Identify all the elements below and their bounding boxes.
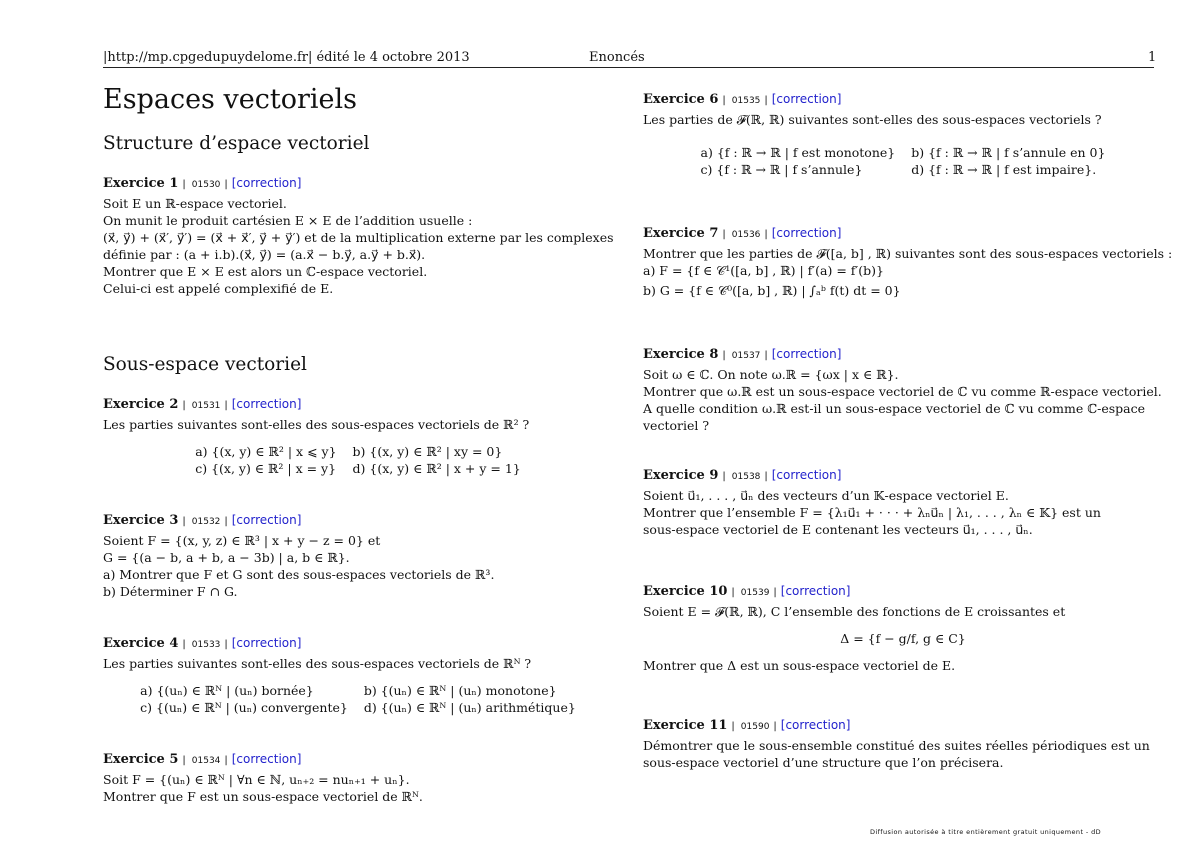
exercise-text: A quelle condition ω.ℝ est-il un sous-espace vectoriel de ℂ vu comme ℂ-espace <box>643 401 1146 416</box>
exercise-options <box>643 144 1163 178</box>
exercise-text: Montrer que ω.ℝ est un sous-espace vectoriel de ℂ vu comme ℝ-espace vectoriel. <box>643 384 1162 399</box>
exercise-code: 01532 <box>191 517 221 527</box>
option-d: d) {(uₙ) ∈ ℝᴺ | (uₙ) arithmétique} <box>363 700 576 715</box>
exercise-text: Montrer que E × E est alors un ℂ-espace vectoriel. <box>103 264 428 279</box>
exercise-text: Celui-ci est appelé complexifié de E. <box>103 281 334 296</box>
exercise-text: Démontrer que le sous-ensemble constitué des suites réelles périodiques est un <box>643 738 1150 753</box>
exercise-text: Les parties de 𝓕(ℝ, ℝ) suivantes sont-elles des sous-espaces vectoriels ? <box>643 112 1102 127</box>
exercise-label: Exercice 2 <box>103 397 179 412</box>
correction-link[interactable]: [correction] <box>231 397 302 411</box>
exercise-text: sous-espace vectoriel d’une structure que l’on précisera. <box>643 755 1004 770</box>
correction-link[interactable]: [correction] <box>771 347 842 361</box>
exercise-9 <box>643 466 1163 538</box>
option-c: c) {(x, y) ∈ ℝ² | x = y} <box>195 461 337 476</box>
exercise-text: b) Déterminer F ∩ G. <box>103 584 238 599</box>
exercise-1 <box>103 174 613 297</box>
exercise-label: Exercice 7 <box>643 226 719 241</box>
option-d: d) {f : ℝ → ℝ | f est impaire}. <box>911 162 1097 177</box>
exercise-text: Soient E = 𝓕(ℝ, ℝ), C l’ensemble des fonctions de E croissantes et <box>643 604 1066 619</box>
exercise-code: 01531 <box>191 401 221 411</box>
exercise-code: 01538 <box>731 472 761 482</box>
exercise-text: (x⃗, y⃗) + (x⃗′, y⃗′) = (x⃗ + x⃗′, y⃗ + y⃗′) et de la multiplication externe par les complexes <box>103 230 614 245</box>
option-a: a) {(uₙ) ∈ ℝᴺ | (uₙ) bornée} <box>140 683 314 698</box>
exercise-label: Exercice 10 <box>643 584 728 599</box>
exercise-header: Exercice 4 | 01533 | [correction] <box>103 636 302 651</box>
exercise-code: 01539 <box>740 588 770 598</box>
correction-link[interactable]: [correction] <box>231 636 302 650</box>
exercise-code: 01530 <box>191 180 221 190</box>
exercise-text: Montrer que l’ensemble F = {λ₁u⃗₁ + · · · + λₙu⃗ₙ | λ₁, . . . , λₙ ∈ 𝕂} est un <box>643 505 1101 520</box>
exercise-header: Exercice 11 | 01590 | [correction] <box>643 718 851 733</box>
exercise-code: 01537 <box>731 351 761 361</box>
exercise-label: Exercice 9 <box>643 468 719 483</box>
exercise-11 <box>643 716 1163 771</box>
header-url-date: |http://mp.cpgedupuydelome.fr| édité le 4 octobre 2013 <box>103 50 470 65</box>
left-column <box>103 84 613 839</box>
header-section: Enoncés <box>589 50 645 65</box>
exercise-text: Les parties suivantes sont-elles des sous-espaces vectoriels de ℝᴺ ? <box>103 656 532 671</box>
exercise-code: 01590 <box>740 722 770 732</box>
exercise-header: Exercice 5 | 01534 | [correction] <box>103 752 302 767</box>
exercise-text: Montrer que Δ est un sous-espace vectoriel de E. <box>643 658 956 673</box>
exercise-text: Soit E un ℝ-espace vectoriel. <box>103 196 287 211</box>
option-a: a) {(x, y) ∈ ℝ² | x ⩽ y} <box>195 444 337 459</box>
exercise-label: Exercice 6 <box>643 92 719 107</box>
exercise-text: définie par : (a + i.b).(x⃗, y⃗) = (a.x⃗ − b.y⃗, a.y⃗ + b.x⃗). <box>103 247 426 262</box>
exercise-header: Exercice 1 | 01530 | [correction] <box>103 176 302 191</box>
exercise-text: vectoriel ? <box>643 418 710 433</box>
exercise-text: Montrer que F est un sous-espace vectoriel de ℝᴺ. <box>103 789 423 804</box>
exercise-options <box>103 443 613 477</box>
page-number: 1 <box>1148 50 1157 65</box>
exercise-text: Soient u⃗₁, . . . , u⃗ₙ des vecteurs d’un 𝕂-espace vectoriel E. <box>643 488 1009 503</box>
exercise-options <box>103 682 613 716</box>
exercise-text: G = {(a − b, a + b, a − 3b) | a, b ∈ ℝ}. <box>103 550 350 565</box>
exercise-text: a) Montrer que F et G sont des sous-espaces vectoriels de ℝ³. <box>103 567 495 582</box>
exercise-text: Soit ω ∈ ℂ. On note ω.ℝ = {ωx | x ∈ ℝ}. <box>643 367 899 382</box>
exercise-text: Soit F = {(uₙ) ∈ ℝᴺ | ∀n ∈ ℕ, uₙ₊₂ = nuₙ₊₁ + uₙ}. <box>103 772 410 787</box>
footer-note: Diffusion autorisée à titre entièrement gratuit uniquement - dD <box>870 828 1102 836</box>
document-title: Espaces vectoriels <box>103 84 357 115</box>
header-rule <box>103 67 1154 68</box>
exercise-8 <box>643 345 1163 434</box>
exercise-6 <box>643 90 1163 178</box>
exercise-code: 01534 <box>191 756 221 766</box>
exercise-4 <box>103 634 613 716</box>
exercise-header: Exercice 10 | 01539 | [correction] <box>643 584 851 599</box>
correction-link[interactable]: [correction] <box>231 513 302 527</box>
exercise-code: 01535 <box>731 96 761 106</box>
correction-link[interactable]: [correction] <box>231 176 302 190</box>
option-a: a) {f : ℝ → ℝ | f est monotone} <box>700 145 896 160</box>
exercise-text: Montrer que les parties de 𝓕([a, b] , ℝ) suivantes sont des sous-espaces vectoriels : <box>643 246 1173 261</box>
option-b: b) {(uₙ) ∈ ℝᴺ | (uₙ) monotone} <box>363 683 557 698</box>
exercise-7 <box>643 224 1173 299</box>
exercise-3 <box>103 511 613 600</box>
exercise-text: sous-espace vectoriel de E contenant les vecteurs u⃗₁, . . . , u⃗ₙ. <box>643 522 1033 537</box>
exercise-text: a) F = {f ∈ 𝒞¹([a, b] , ℝ) | f′(a) = f′(b)} <box>643 263 884 278</box>
option-c: c) {(uₙ) ∈ ℝᴺ | (uₙ) convergente} <box>140 700 348 715</box>
exercise-label: Exercice 5 <box>103 752 179 767</box>
right-column <box>643 90 1173 805</box>
correction-link[interactable]: [correction] <box>780 718 851 732</box>
exercise-header: Exercice 3 | 01532 | [correction] <box>103 513 302 528</box>
correction-link[interactable]: [correction] <box>231 752 302 766</box>
exercise-header: Exercice 7 | 01536 | [correction] <box>643 226 842 241</box>
exercise-text: b) G = {f ∈ 𝒞⁰([a, b] , ℝ) | ∫ₐᵇ f(t) dt = 0} <box>643 283 901 298</box>
exercise-label: Exercice 11 <box>643 718 728 733</box>
option-b: b) {f : ℝ → ℝ | f s’annule en 0} <box>911 145 1106 160</box>
option-d: d) {(x, y) ∈ ℝ² | x + y = 1} <box>352 461 521 476</box>
correction-link[interactable]: [correction] <box>780 584 851 598</box>
exercise-10 <box>643 582 1163 674</box>
exercise-label: Exercice 4 <box>103 636 179 651</box>
exercise-label: Exercice 8 <box>643 347 719 362</box>
exercise-2 <box>103 395 613 477</box>
exercise-code: 01536 <box>731 230 761 240</box>
option-b: b) {(x, y) ∈ ℝ² | xy = 0} <box>352 444 503 459</box>
section-title-subspace: Sous-espace vectoriel <box>103 354 307 375</box>
option-c: c) {f : ℝ → ℝ | f s’annule} <box>700 162 863 177</box>
exercise-code: 01533 <box>191 640 221 650</box>
correction-link[interactable]: [correction] <box>771 226 842 240</box>
correction-link[interactable]: [correction] <box>771 468 842 482</box>
exercise-5 <box>103 750 613 805</box>
section-title-structure: Structure d’espace vectoriel <box>103 133 370 154</box>
exercise-text: Les parties suivantes sont-elles des sous-espaces vectoriels de ℝ² ? <box>103 417 530 432</box>
exercise-header: Exercice 6 | 01535 | [correction] <box>643 92 842 107</box>
display-equation: Δ = {f − g/f, g ∈ C} <box>840 631 966 646</box>
exercise-header: Exercice 2 | 01531 | [correction] <box>103 397 302 412</box>
exercise-label: Exercice 1 <box>103 176 179 191</box>
exercise-header: Exercice 9 | 01538 | [correction] <box>643 468 842 483</box>
exercise-text: Soient F = {(x, y, z) ∈ ℝ³ | x + y − z = 0} et <box>103 533 381 548</box>
exercise-label: Exercice 3 <box>103 513 179 528</box>
correction-link[interactable]: [correction] <box>771 92 842 106</box>
exercise-header: Exercice 8 | 01537 | [correction] <box>643 347 842 362</box>
exercise-text: On munit le produit cartésien E × E de l’addition usuelle : <box>103 213 473 228</box>
